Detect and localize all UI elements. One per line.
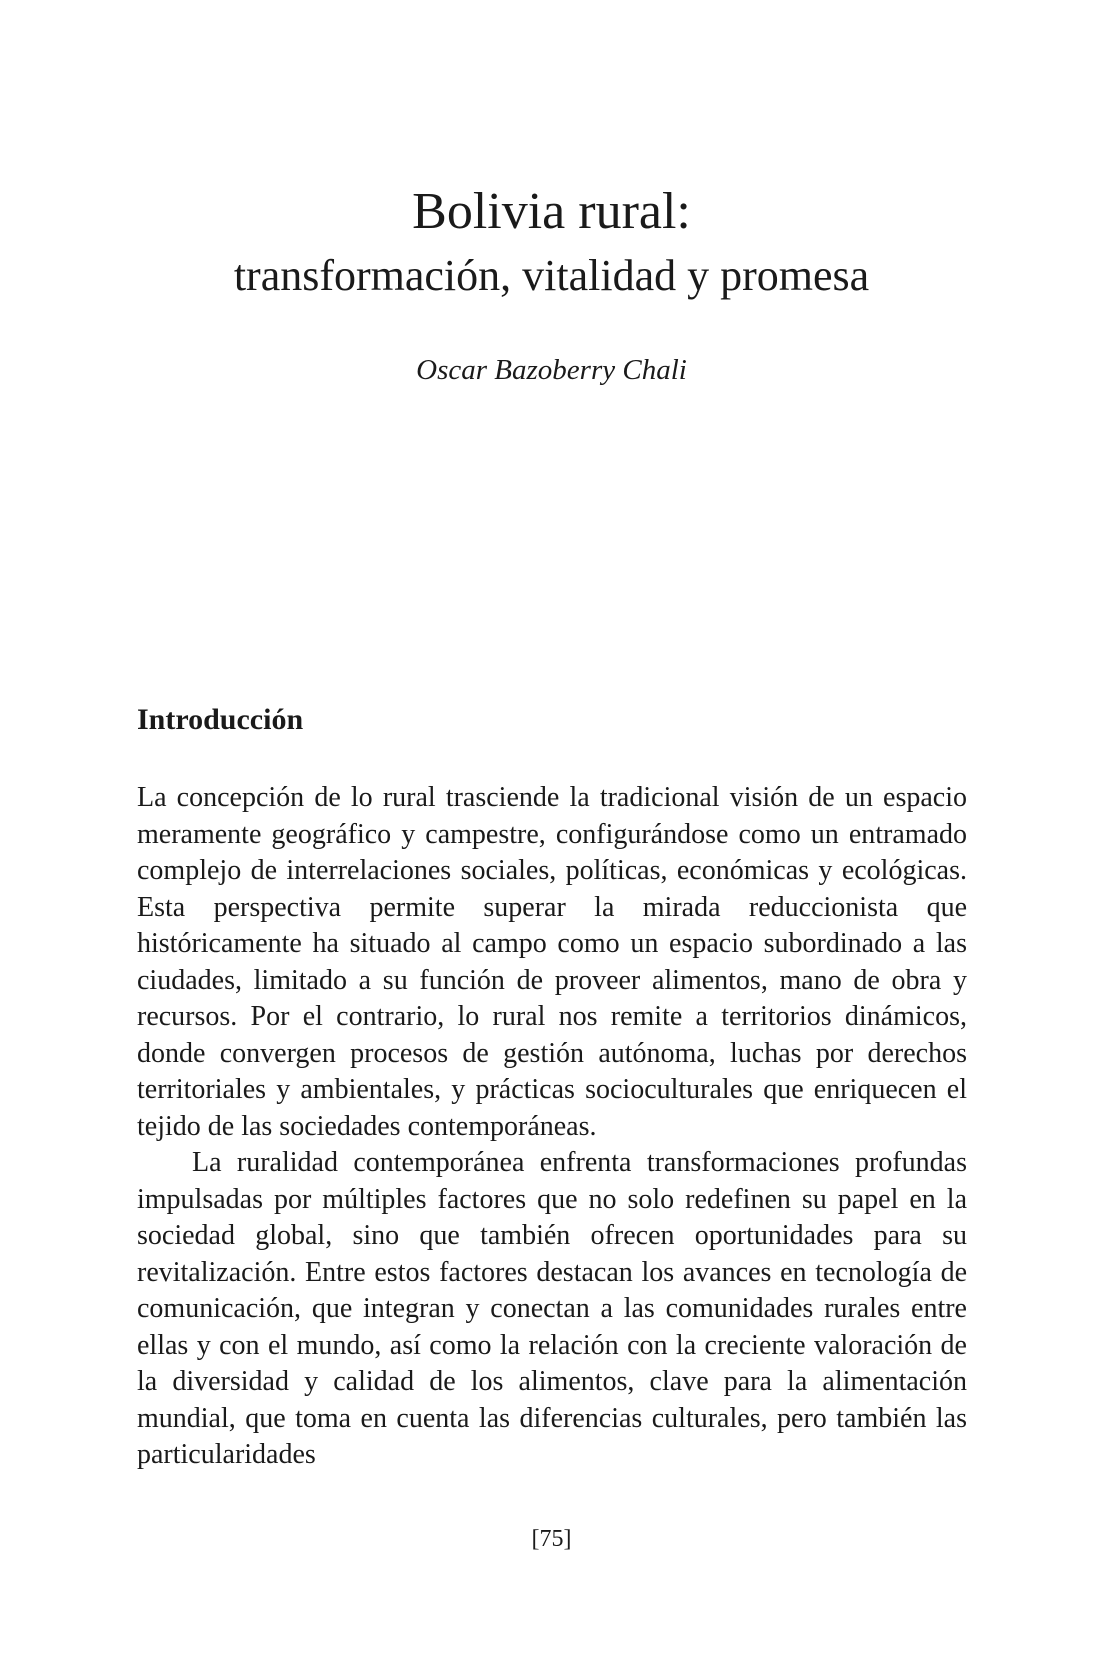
page-number: [75] — [531, 1526, 572, 1552]
paragraph-2: La ruralidad contemporánea enfrenta transformaciones profundas impulsadas por múltiples factores que no solo redefinen su papel en la sociedad global, sino que también ofrecen oportunidades para su revitalización. Entre estos factores destacan los avances en tecnología de comunicación, que integran y conectan a las comunidades rurales entre ellas y con el mundo, así como la relación con la creciente valoración de la diversidad y calidad de los alimentos, clave para la alimentación mundial, que toma en cuenta las diferencias culturales, pero también las particularidades — [137, 1147, 967, 1470]
paragraph-1: La concepción de lo rural trasciende la tradicional visión de un espacio meramente geográfico y campestre, configurándose como un entramado complejo de interrelaciones sociales, políticas, económicas y ecológicas. Esta perspectiva permite superar la mirada reduccionista que históricamente ha situado al campo como un espacio subordinado a las ciudades, limitado a su función de proveer alimentos, mano de obra y recursos. Por el contrario, lo rural nos remite a territorios dinámicos, donde convergen procesos de gestión autónoma, luchas por derechos territoriales y ambientales, y prácticas socioculturales que enriquecen el tejido de las sociedades contemporáneas. — [137, 782, 967, 1142]
chapter-title-line-2: transformación, vitalidad y promesa — [233, 251, 870, 300]
chapter-author: Oscar Bazoberry Chali — [416, 354, 687, 386]
chapter-title-line-1: Bolivia rural: — [412, 183, 691, 240]
section-heading: Introducción — [137, 703, 304, 736]
chapter-title — [0, 180, 1103, 308]
chapter-body — [137, 700, 967, 1474]
